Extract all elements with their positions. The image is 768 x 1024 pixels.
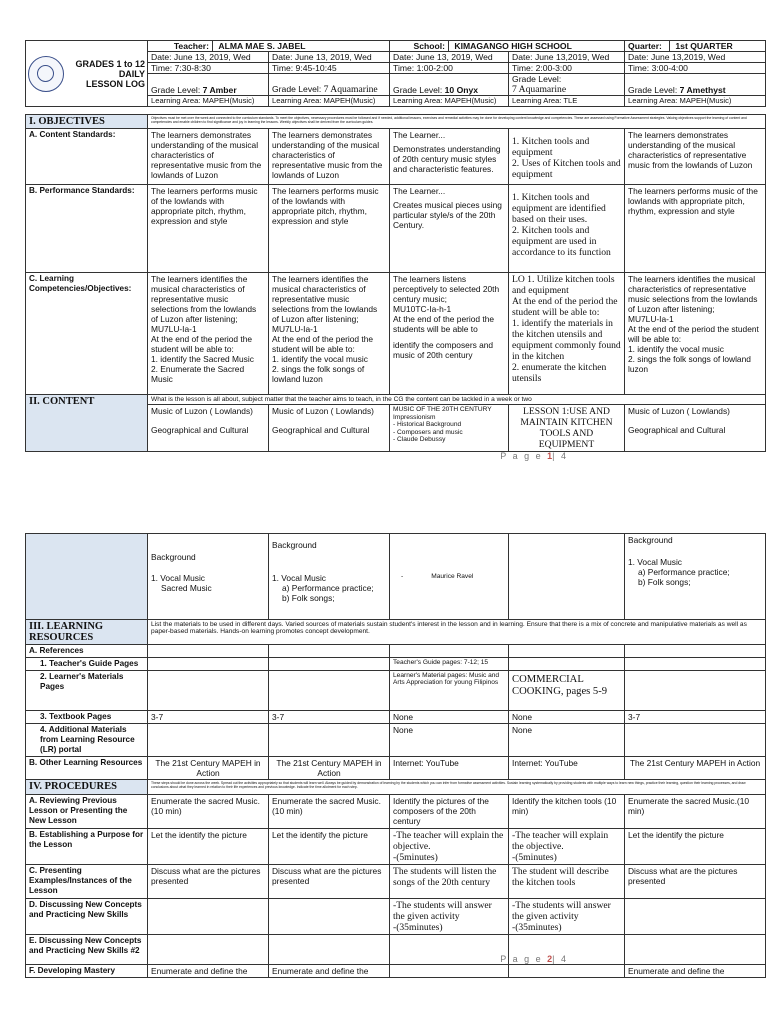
lm-day-1 [148, 671, 269, 711]
proc-c-day-4: The student will describe the kitchen tools [509, 865, 625, 899]
proc-b-day-2: Let the identify the picture [269, 829, 390, 865]
references-day-5 [625, 645, 766, 658]
lr-day-5 [625, 724, 766, 757]
doc-title-line-1: GRADES 1 to 12 [75, 58, 145, 69]
content-cont-day-5: Background 1. Vocal Music a) Performance practice; b) Folk songs; [625, 534, 766, 620]
proc-row-label-b: B. Establishing a Purpose for the Lesson [26, 829, 148, 865]
proc-row-label-e: E. Discussing New Concepts and Practicing New Skills #2 [26, 935, 148, 965]
date-day-1: Date: June 13, 2019, Wed [148, 52, 269, 63]
proc-row-label-a: A. Reviewing Previous Lesson or Presenting the New Lesson [26, 795, 148, 829]
proc-e-day-1 [148, 935, 269, 965]
lr-day-1 [148, 724, 269, 757]
tb-day-3: None [390, 711, 509, 724]
proc-row-label-d: D. Discussing New Concepts and Practicing New Skills [26, 899, 148, 935]
lm-day-4: COMMERCIAL COOKING, pages 5-9 [509, 671, 625, 711]
date-day-3: Date: June 13, 2019, Wed [390, 52, 509, 63]
lr-day-4: None [509, 724, 625, 757]
proc-a-day-2: Enumerate the sacred Music.(10 min) [269, 795, 390, 829]
references-day-3 [390, 645, 509, 658]
tg-day-4 [509, 658, 625, 671]
school-field: School: KIMAGANGO HIGH SCHOOL [390, 41, 625, 52]
proc-row-label-c: C. Presenting Examples/Instances of the Lesson [26, 865, 148, 899]
grade-day-4: Grade Level: 7 Aquamarine [509, 74, 625, 96]
grade-day-1: Grade Level: 7 Amber [148, 74, 269, 96]
proc-d-day-3: -The students will answer the given activity -(35minutes) [390, 899, 509, 935]
doc-title-cell [26, 41, 148, 107]
proc-b-day-3: -The teacher will explain the objective. -(5minutes) [390, 829, 509, 865]
area-day-5: Learning Area: MAPEH(Music) [625, 96, 766, 107]
other-day-5: The 21st Century MAPEH in Action [625, 757, 766, 780]
proc-a-day-4: Identify the kitchen tools (10 min) [509, 795, 625, 829]
competency-day-3: The learners listens perceptively to selected 20th century music; MU10TC-Ia-h-1 At the end of the period the students will be able to identify the composers and music of 20th century [390, 273, 509, 395]
date-day-4: Date: June 13,2019, Wed [509, 52, 625, 63]
competency-day-5: The learners identifies the musical characteristics of representative music selections from the lowlands of Luzon after listening; MU7LU-Ia-1 At the end of the period the student will be able to: 1. identify the vocal music 2. sings the folk songs of lowland luzon [625, 273, 766, 395]
page-2 [0, 510, 768, 1024]
lr-day-3: None [390, 724, 509, 757]
proc-d-day-2 [269, 899, 390, 935]
proc-d-day-5 [625, 899, 766, 935]
teachers-guide-label: 1. Teacher's Guide Pages [26, 658, 148, 671]
other-day-2: The 21st Century MAPEH in Action [269, 757, 390, 780]
references-day-2 [269, 645, 390, 658]
tb-day-4: None [509, 711, 625, 724]
header-table [25, 40, 766, 107]
references-day-4 [509, 645, 625, 658]
content-continued-label-cell [26, 534, 148, 620]
resources-heading: III. LEARNING RESOURCES [26, 620, 148, 645]
learners-materials-label: 2. Learner's Materials Pages [26, 671, 148, 711]
content-cont-day-1: Background 1. Vocal Music Sacred Music [148, 534, 269, 620]
perf-std-day-5: The learners performs music of the lowlands with appropriate pitch, rhythm, expression and style [625, 185, 766, 273]
other-day-1: The 21st Century MAPEH in Action [148, 757, 269, 780]
textbook-pages-label: 3. Textbook Pages [26, 711, 148, 724]
page-1 [0, 0, 768, 470]
procedures-heading: IV. PROCEDURES [26, 780, 148, 795]
resources-note: List the materials to be used in different days. Varied sources of materials sustain student's interest in the lesson and in learning. Ensure that there is a mix of concrete and manipulative materials as well as paper-based materials. Hands-on learning promotes concept development. [148, 620, 766, 645]
content-std-day-3: The Learner... Demonstrates understanding of 20th century music styles and characteristic features. [390, 129, 509, 185]
perf-std-day-3: The Learner... Creates musical pieces using particular style/s of the 20th Century. [390, 185, 509, 273]
tg-day-5 [625, 658, 766, 671]
content-continued-table [25, 533, 766, 978]
content-cont-day-2: Background 1. Vocal Music a) Performance practice; b) Folk songs; [269, 534, 390, 620]
references-day-1 [148, 645, 269, 658]
proc-e-day-3 [390, 935, 509, 965]
perf-std-day-1: The learners performs music of the lowlands with appropriate pitch, rhythm, expression and style [148, 185, 269, 273]
proc-d-day-4: -The students will answer the given activity -(35minutes) [509, 899, 625, 935]
proc-b-day-1: Let the identify the picture [148, 829, 269, 865]
proc-a-day-5: Enumerate the sacred Music.(10 min) [625, 795, 766, 829]
quarter-field: Quarter: 1st QUARTER [625, 41, 766, 52]
tg-day-2 [269, 658, 390, 671]
doc-title-line-2: DAILY [118, 68, 145, 79]
other-day-4: Internet: YouTube [509, 757, 625, 780]
time-day-1: Time: 7:30-8:30 [148, 63, 269, 74]
page-gap [0, 470, 768, 510]
competency-day-4: LO 1. Utilize kitchen tools and equipment At the end of the period the student will be able to: 1. identify the materials in the kitchen utensils and equipment commonly found in the kitchen 2. enumerate the kitchen utensils [509, 273, 625, 395]
lr-day-2 [269, 724, 390, 757]
page-number-2: P a g e 2| 4 [500, 954, 568, 964]
other-day-3: Internet: YouTube [390, 757, 509, 780]
content-cont-day-4 [509, 534, 625, 620]
proc-a-day-3: Identify the pictures of the composers of the 20th century [390, 795, 509, 829]
deped-seal-icon [28, 56, 64, 92]
grade-day-2: Grade Level: 7 Aquamarine [269, 74, 390, 96]
content-day-3: MUSIC OF THE 20TH CENTURY Impressionism - Historical Background - Composers and music - Claude Debussy [390, 405, 509, 452]
time-day-5: Time: 3:00-4:00 [625, 63, 766, 74]
proc-f-day-1: Enumerate and define the [148, 965, 269, 978]
lm-day-2 [269, 671, 390, 711]
date-day-2: Date: June 13, 2019, Wed [269, 52, 390, 63]
content-std-day-2: The learners demonstrates understanding of the musical characteristics of representative music from the lowlands of Luzon [269, 129, 390, 185]
tg-day-1 [148, 658, 269, 671]
tb-day-2: 3-7 [269, 711, 390, 724]
area-day-3: Learning Area: MAPEH(Music) [390, 96, 509, 107]
proc-c-day-2: Discuss what are the pictures presented [269, 865, 390, 899]
perf-std-day-2: The learners performs music of the lowlands with appropriate pitch, rhythm, expression and style [269, 185, 390, 273]
time-day-4: Time: 2:00-3:00 [509, 63, 625, 74]
competency-day-1: The learners identifies the musical characteristics of representative music selections from the lowlands of Luzon after listening; MU7LU-Ia-1 At the end of the period the student will be able to: 1. identify the Sacred Music 2. Enumerate the Sacred Music [148, 273, 269, 395]
perf-std-day-4: 1. Kitchen tools and equipment are identified based on their uses. 2. Kitchen tools and equipment are used in accordance to its function [509, 185, 625, 273]
content-day-5: Music of Luzon ( Lowlands) Geographical and Cultural [625, 405, 766, 452]
content-cont-day-3: - Maurice Ravel [390, 534, 509, 620]
area-day-4: Learning Area: TLE [509, 96, 625, 107]
content-day-4: LESSON 1:USE AND MAINTAIN KITCHEN TOOLS AND EQUIPMENT [509, 405, 625, 452]
content-note: What is the lesson is all about, subject matter that the teacher aims to teach, in the CG the content can be tackled in a week or two [148, 395, 766, 405]
performance-standards-label: B. Performance Standards: [26, 185, 148, 273]
proc-f-day-5: Enumerate and define the [625, 965, 766, 978]
proc-a-day-1: Enumerate the sacred Music.(10 min) [148, 795, 269, 829]
proc-f-day-3 [390, 965, 509, 978]
proc-c-day-3: The students will listen the songs of the 20th century [390, 865, 509, 899]
content-standards-label: A. Content Standards: [26, 129, 148, 185]
other-resources-label: B. Other Learning Resources [26, 757, 148, 780]
objectives-note: Objectives must be met over the week and connected to the curriculum standards. To meet the objectives, necessary procedures must be followed and if needed, additional lessons, exercises and remedial activities may be done for developing content knowledge and competencies. These are assessed using Formative Assessment strategies. Valuing objectives support the learning of content and competencies and enable children to find significance and joy in learning the lessons. Weekly objectives shall be derived from the curriculum guides. [148, 115, 766, 129]
content-std-day-5: The learners demonstrates understanding of the musical characteristics of representative music from the lowlands of Luzon [625, 129, 766, 185]
tb-day-1: 3-7 [148, 711, 269, 724]
competency-day-2: The learners identifies the musical characteristics of representative music selections from the lowlands of Luzon after listening; MU7LU-Ia-1 At the end of the period the student will be able to: 1. identify the vocal music 2. sings the folk songs of lowland luzon [269, 273, 390, 395]
content-day-1: Music of Luzon ( Lowlands) Geographical and Cultural [148, 405, 269, 452]
lm-day-5 [625, 671, 766, 711]
tb-day-5: 3-7 [625, 711, 766, 724]
doc-title-line-3: LESSON LOG [85, 78, 145, 89]
proc-e-day-2 [269, 935, 390, 965]
proc-e-day-5 [625, 935, 766, 965]
content-std-day-1: The learners demonstrates understanding of the musical characteristics of representative music from the lowlands of Luzon [148, 129, 269, 185]
date-day-5: Date: June 13,2019, Wed [625, 52, 766, 63]
competencies-label: C. Learning Competencies/Objectives: [26, 273, 148, 395]
time-day-2: Time: 9:45-10:45 [269, 63, 390, 74]
teacher-field: Teacher: ALMA MAE S. JABEL [148, 41, 390, 52]
additional-materials-label: 4. Additional Materials from Learning Resource (LR) portal [26, 724, 148, 757]
content-heading: II. CONTENT [26, 395, 148, 452]
area-day-1: Learning Area: MAPEH(Music) [148, 96, 269, 107]
content-day-2: Music of Luzon ( Lowlands) Geographical and Cultural [269, 405, 390, 452]
references-label: A. References [26, 645, 148, 658]
page-number-1: P a g e 1| 4 [500, 451, 568, 461]
content-std-day-4: 1. Kitchen tools and equipment 2. Uses of Kitchen tools and equipment [509, 129, 625, 185]
area-day-2: Learning Area: MAPEH(Music) [269, 96, 390, 107]
proc-c-day-1: Discuss what are the pictures presented [148, 865, 269, 899]
tg-day-3: Teacher's Guide pages: 7-12; 15 [390, 658, 509, 671]
proc-c-day-5: Discuss what are the pictures presented [625, 865, 766, 899]
proc-f-day-2: Enumerate and define the [269, 965, 390, 978]
grade-day-3: Grade Level: 10 Onyx [390, 74, 509, 96]
proc-d-day-1 [148, 899, 269, 935]
proc-row-label-f: F. Developing Mastery [26, 965, 148, 978]
lm-day-3: Learner's Material pages: Music and Arts Appreciation for young Filipinos [390, 671, 509, 711]
objectives-heading: I. OBJECTIVES [26, 115, 148, 129]
proc-b-day-5: Let the identify the picture [625, 829, 766, 865]
grade-day-5: Grade Level: 7 Amethyst [625, 74, 766, 96]
proc-f-day-4 [509, 965, 625, 978]
procedures-note: These steps should be done across the week. Spread out the activities appropriately so that students will learn well. Always be guided by demonstration of learning by the students which you can infer from formative assessment activities. Sustain learning systematically by providing students with multiple ways to learn new things, practice their learning, question their learning processes, and draw conclusions about what they learned in relation to their life experiences and previous knowledge. Indicate the time allotment for each step. [148, 780, 766, 795]
objectives-table [25, 114, 766, 452]
time-day-3: Time: 1:00-2:00 [390, 63, 509, 74]
proc-b-day-4: -The teacher will explain the objective. -(5minutes) [509, 829, 625, 865]
